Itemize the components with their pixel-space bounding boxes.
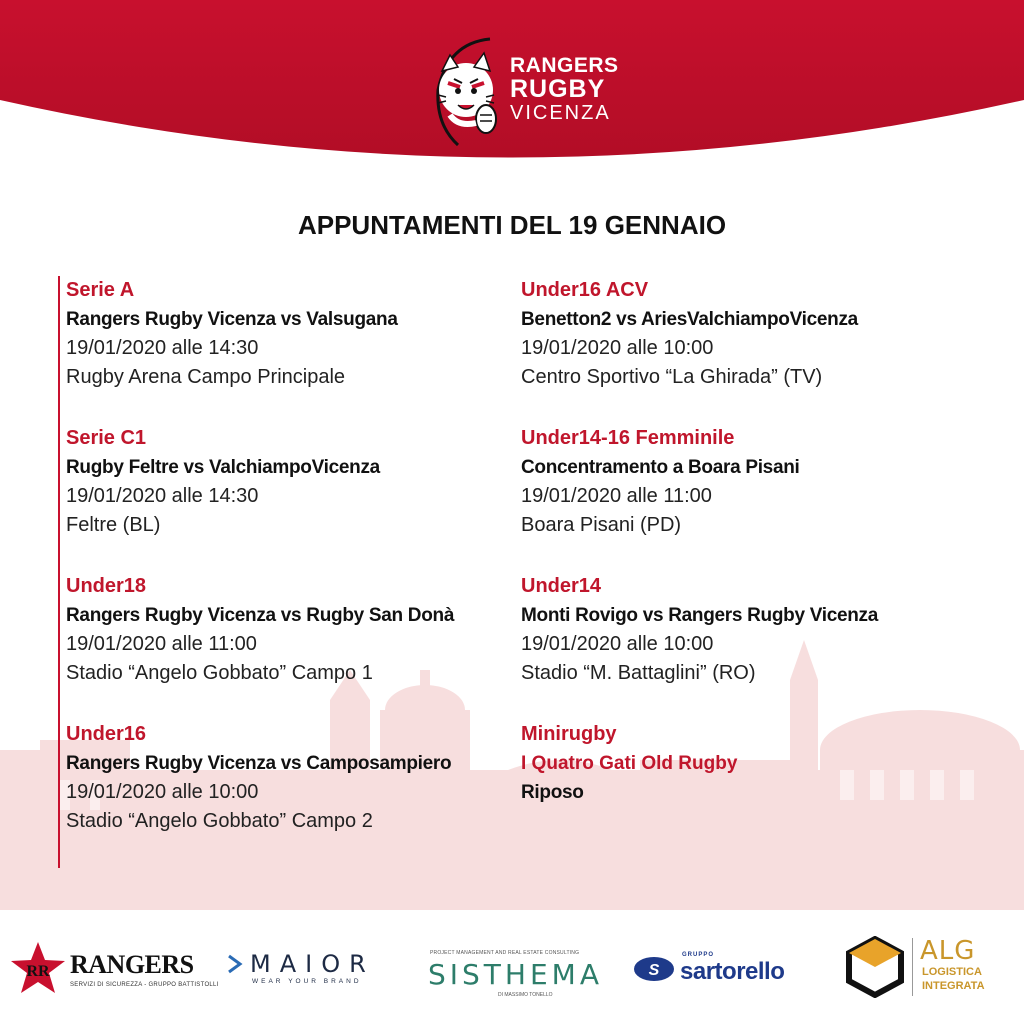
- event-category: Under16: [66, 723, 147, 745]
- event-venue: Rugby Arena Campo Principale: [66, 366, 346, 388]
- sponsor-sartorello-name: sartorello: [680, 958, 785, 985]
- sponsor-maior-tagline: WEAR YOUR BRAND: [252, 978, 362, 985]
- star-icon: [8, 940, 68, 996]
- cube-icon: [844, 936, 906, 998]
- sponsor-sartorello: [632, 952, 802, 992]
- rangers-rugby-logo: [428, 35, 638, 150]
- event-date: 19/01/2020 alle 14:30: [66, 337, 259, 359]
- chevron-right-icon: [226, 954, 244, 974]
- event-category: Under18: [66, 575, 147, 597]
- event-date: 19/01/2020 alle 11:00: [521, 485, 712, 507]
- minirugby-team: I Quatro Gati Old Rugby: [521, 753, 738, 774]
- sponsor-maior: [226, 950, 396, 990]
- event-card: [58, 424, 518, 572]
- event-match: Rangers Rugby Vicenza vs Valsugana: [66, 309, 398, 330]
- logo-wordmark: [510, 55, 619, 123]
- event-venue: Stadio “Angelo Gobbato” Campo 2: [66, 810, 373, 832]
- event-card: [519, 572, 979, 720]
- sponsor-sisthema: [428, 950, 603, 1000]
- event-category: Minirugby: [521, 723, 617, 745]
- event-venue: Feltre (BL): [66, 514, 161, 536]
- event-match: Monti Rovigo vs Rangers Rugby Vicenza: [521, 605, 879, 626]
- event-card: [58, 720, 518, 868]
- sponsor-maior-name: MAIOR: [250, 950, 375, 978]
- sponsor-bar: [0, 910, 1024, 1024]
- event-date: 19/01/2020 alle 14:30: [66, 485, 259, 507]
- sponsor-alg: [844, 932, 1014, 1002]
- event-card: [519, 424, 979, 572]
- event-category: Under14-16 Femminile: [521, 427, 735, 449]
- header-banner: [0, 0, 1024, 180]
- event-card: [519, 276, 979, 424]
- left-events-column: [58, 276, 518, 868]
- tiger-mascot-icon: [428, 35, 508, 150]
- event-match: Rugby Feltre vs ValchiampoVicenza: [66, 457, 380, 478]
- event-match: Concentramento a Boara Pisani: [521, 457, 800, 478]
- event-venue: Centro Sportivo “La Ghirada” (TV): [521, 366, 823, 388]
- event-category: Under16 ACV: [521, 279, 649, 301]
- sponsor-alg-divider: [912, 938, 913, 996]
- sponsor-sisthema-tagline: PROJECT MANAGEMENT AND REAL ESTATE CONSULTING: [430, 950, 580, 956]
- event-match: Rangers Rugby Vicenza vs Camposampiero: [66, 753, 452, 774]
- page-title: APPUNTAMENTI DEL 19 GENNAIO: [297, 210, 727, 240]
- event-date: 19/01/2020 alle 10:00: [521, 633, 714, 655]
- event-date: 19/01/2020 alle 10:00: [66, 781, 259, 803]
- sponsor-rangers: [8, 940, 219, 1000]
- sponsor-sisthema-owner: DI MASSIMO TONELLO: [498, 992, 553, 998]
- event-card: [58, 276, 518, 424]
- event-match: Rangers Rugby Vicenza vs Rugby San Donà: [66, 605, 455, 626]
- right-events-column: [519, 276, 979, 868]
- sponsor-sisthema-name: SISTHEMA: [428, 958, 603, 991]
- event-date: 19/01/2020 alle 10:00: [521, 337, 714, 359]
- event-category: Under14: [521, 575, 602, 597]
- sponsor-rangers-name: RANGERS: [70, 950, 194, 979]
- event-venue: Stadio “M. Battaglini” (RO): [521, 662, 756, 684]
- event-category: Serie C1: [66, 427, 147, 449]
- svg-text:S: S: [648, 962, 660, 979]
- sartorello-logo-icon: [632, 954, 676, 984]
- event-match: Benetton2 vs AriesValchiampoVicenza: [521, 309, 858, 330]
- sponsor-alg-name: ALG: [920, 936, 976, 966]
- sponsor-sartorello-group: GRUPPO: [682, 952, 715, 958]
- minirugby-status: Riposo: [521, 782, 584, 803]
- sponsor-alg-line2: INTEGRATA: [922, 980, 985, 992]
- logo-line-vicenza: VICENZA: [510, 102, 611, 124]
- minirugby-card: [519, 720, 979, 868]
- logo-line-rangers: RANGERS: [510, 54, 619, 77]
- event-date: 19/01/2020 alle 11:00: [66, 633, 257, 655]
- sponsor-rangers-tagline: SERVIZI DI SICUREZZA - GRUPPO BATTISTOLLI: [70, 982, 219, 988]
- event-venue: Boara Pisani (PD): [521, 514, 682, 536]
- event-venue: Stadio “Angelo Gobbato” Campo 1: [66, 662, 373, 684]
- event-category: Serie A: [66, 279, 135, 301]
- sponsor-alg-line1: LOGISTICA: [922, 966, 982, 978]
- logo-line-rugby: RUGBY: [510, 75, 606, 103]
- svg-text:RR: RR: [26, 963, 50, 980]
- event-card: [58, 572, 518, 720]
